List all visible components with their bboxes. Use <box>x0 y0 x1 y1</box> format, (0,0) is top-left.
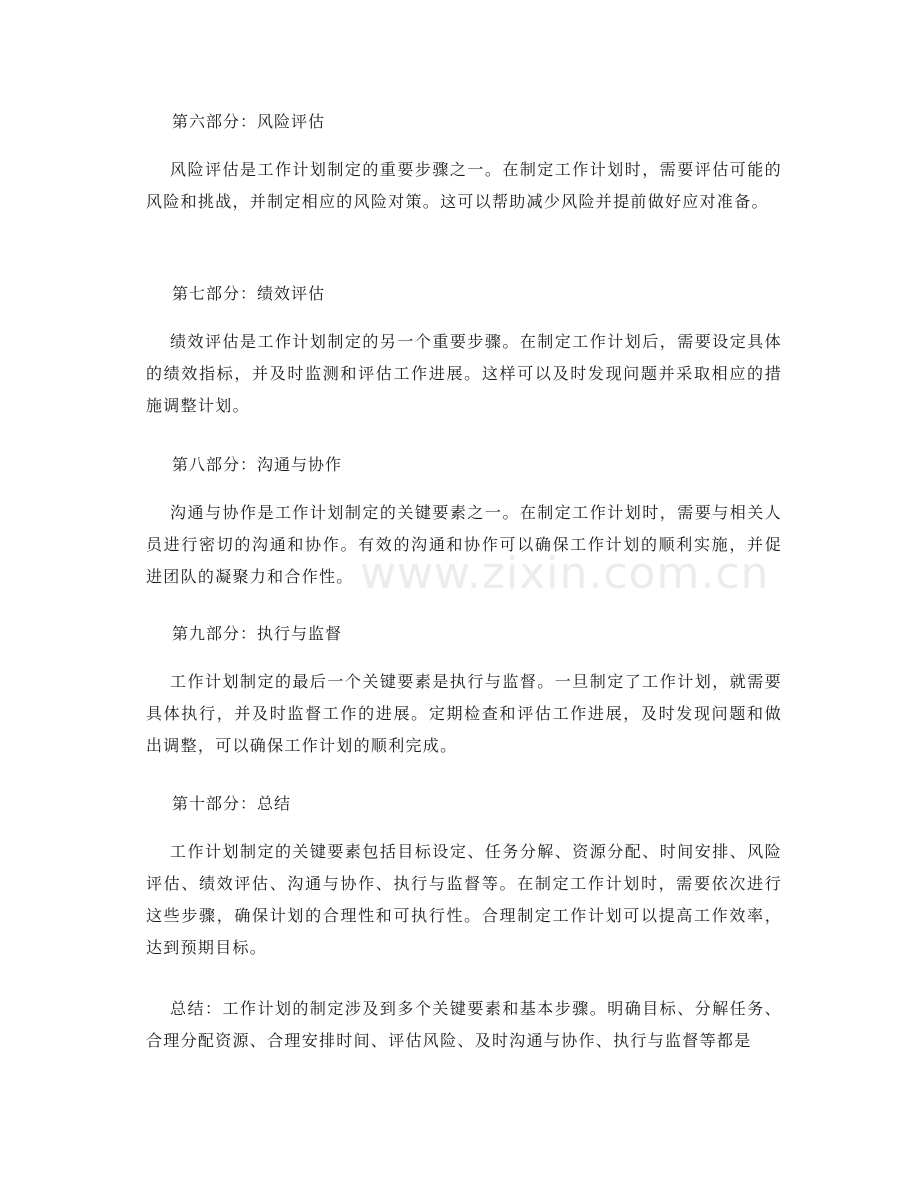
section-body-7: 绩效评估是工作计划制定的另一个重要步骤。在制定工作计划后，需要设定具体的绩效指标，并及时监测和评估工作进展。这样可以及时发现问题并采取相应的措施调整计划。 <box>146 332 782 415</box>
section-body-8: 沟通与协作是工作计划制定的关键要素之一。在制定工作计划时，需要与相关人员进行密切的沟通和协作。有效的沟通和协作可以确保工作计划的顺利实施，并促进团队的凝聚力和合作性。 <box>146 503 782 586</box>
section-body-6: 风险评估是工作计划制定的重要步骤之一。在制定工作计划时，需要评估可能的风险和挑战，并制定相应的风险对策。这可以帮助减少风险并提前做好应对准备。 <box>146 160 782 211</box>
section-heading-8: 第八部分：沟通与协作 <box>172 455 343 474</box>
section-body-9: 工作计划制定的最后一个关键要素是执行与监督。一旦制定了工作计划，就需要具体执行，并及时监督工作的进展。定期检查和评估工作进展，及时发现问题和做出调整，可以确保工作计划的顺利完成。 <box>146 672 782 755</box>
section-heading-7: 第七部分：绩效评估 <box>172 284 326 303</box>
section-heading-10: 第十部分：总结 <box>172 794 292 813</box>
section-heading-9: 第九部分：执行与监督 <box>172 624 343 643</box>
watermark: www.zixin.com.cn <box>360 548 770 599</box>
section-body-10: 工作计划制定的关键要素包括目标设定、任务分解、资源分配、时间安排、风险评估、绩效评估、沟通与协作、执行与监督等。在制定工作计划时，需要依次进行这些步骤，确保计划的合理性和可执行性。合理制定工作计划可以提高工作效率，达到预期目标。 <box>146 842 782 957</box>
summary-paragraph: 总结：工作计划的制定涉及到多个关键要素和基本步骤。明确目标、分解任务、合理分配资源、合理安排时间、评估风险、及时沟通与协作、执行与监督等都是 <box>146 999 782 1050</box>
section-heading-6: 第六部分：风险评估 <box>172 112 326 131</box>
